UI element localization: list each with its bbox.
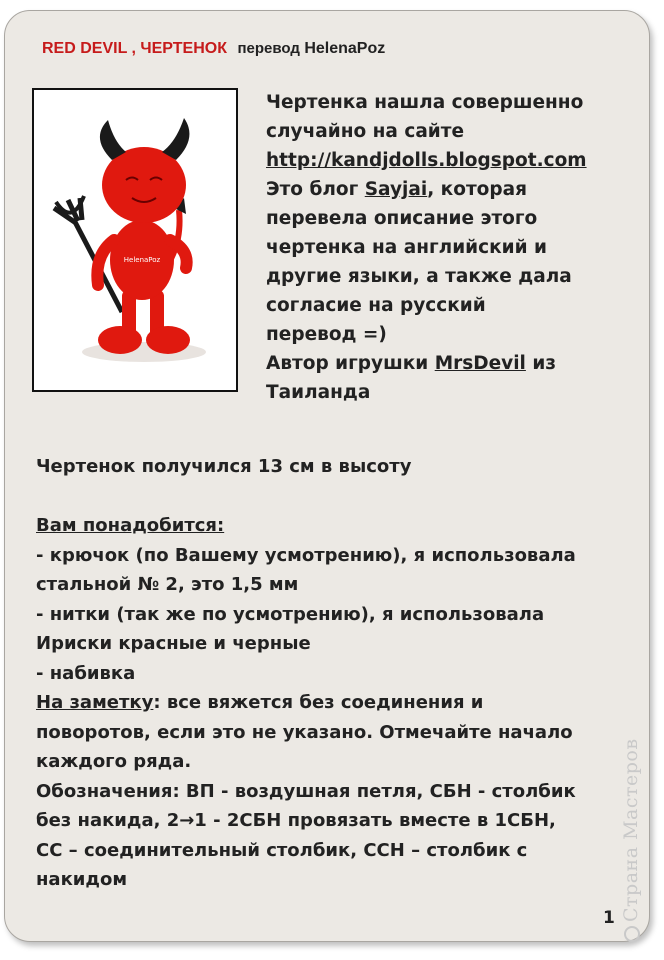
devil-toy-illustration — [34, 90, 236, 390]
intro-line: перевод =) — [266, 324, 387, 345]
intro-text: Это блог — [266, 179, 365, 200]
watermark-logo-icon — [624, 926, 640, 942]
author-link[interactable]: Sayjai — [364, 179, 428, 200]
site-watermark — [620, 738, 642, 942]
toy-label: HelenaPoz — [123, 256, 161, 264]
document-title: RED DEVIL , ЧЕРТЕНОК — [42, 40, 227, 57]
legend-line: без накида, 2→1 - 2СБН провязать вместе в 1СБН, — [36, 810, 556, 831]
note-line — [36, 688, 626, 718]
intro-line — [266, 175, 626, 204]
translator-name: HelenaPoz — [304, 40, 386, 57]
intro-text: , которая — [427, 179, 527, 200]
pattern-body — [36, 452, 626, 895]
devil-toy-photo — [32, 88, 238, 392]
page-header — [42, 40, 385, 58]
intro-line: перевела описание этого — [266, 208, 538, 229]
toy-author-link[interactable]: MrsDevil — [434, 353, 526, 374]
intro-text: из — [525, 353, 557, 374]
legend-line: СС – соединительный столбик, ССН – столбик с — [36, 839, 528, 861]
intro-line: чертенка на английский и — [266, 237, 547, 258]
legend-line: Обозначения: ВП - воздушная петля, СБН - столбик — [36, 780, 576, 802]
intro-paragraph — [266, 88, 626, 407]
materials-item: - крючок (по Вашему усмотрению), я использовала — [36, 544, 576, 566]
legend-line: накидом — [36, 869, 128, 890]
materials-item: - набивка — [36, 662, 136, 684]
page-number: 1 — [603, 908, 615, 928]
intro-line: случайно на сайте — [266, 121, 465, 142]
materials-heading: Вам понадобится: — [36, 515, 225, 536]
materials-item: Ириски красные и черные — [36, 633, 311, 654]
intro-line — [266, 349, 626, 378]
note-line: поворотов, если это не указано. Отмечайте начало — [36, 721, 573, 743]
intro-line: Чертенка нашла совершенно — [266, 92, 584, 113]
intro-line: согласие на русский — [266, 295, 486, 316]
note-line: каждого ряда. — [36, 751, 192, 772]
intro-text: Автор игрушки — [266, 353, 435, 374]
intro-line: Таиланда — [266, 382, 371, 403]
height-line: Чертенок получился 13 см в высоту — [36, 456, 412, 477]
intro-line: другие языки, а также дала — [266, 266, 572, 287]
watermark-text: Страна Мастеров — [620, 738, 642, 922]
translation-prefix: перевод — [237, 40, 300, 57]
note-heading: На заметку — [36, 692, 154, 713]
materials-item: стальной № 2, это 1,5 мм — [36, 574, 299, 595]
blog-link[interactable]: http://kandjdolls.blogspot.com — [266, 150, 587, 171]
materials-item: - нитки (так же по усмотрению), я использовала — [36, 603, 545, 625]
note-text: : все вяжется без соединения и — [153, 692, 484, 713]
